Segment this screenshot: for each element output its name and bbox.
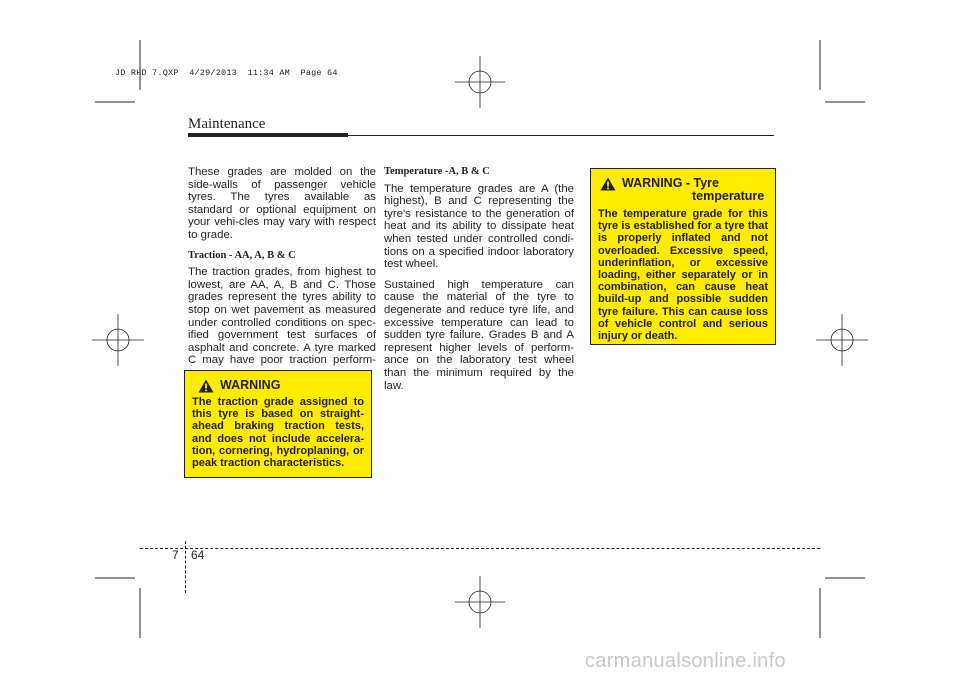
page-number: 64	[191, 548, 205, 562]
header-rule-thin	[348, 135, 774, 136]
temperature-warning-box	[590, 168, 776, 345]
footer-rule	[140, 548, 820, 549]
watermark: carmanualsonline.info	[585, 650, 786, 672]
traction-warning-header	[192, 379, 364, 393]
temperature-warning-title	[622, 177, 764, 203]
page-title: Maintenance	[188, 116, 266, 132]
temperature-paragraph: The temperature grades are A (the highest), B and C representing the tyre's resistance to the generation of heat and its ability to dissipate heat when tested under controlled condi-tions on a specified indoor laboratory test wheel.	[384, 182, 574, 271]
temperature-warning-title-line1: WARNING - Tyre	[622, 176, 719, 190]
sustained-temperature-paragraph: Sustained high temperature can cause the material of the tyre to degenerate and reduce tyre life, and excessive temperature can lead to sudden tyre failure. Grades B and A represent higher levels of perform-ance on the laboratory test wheel than the minimum required by the law.	[384, 278, 574, 392]
traction-heading: Traction - AA, A, B & C	[188, 249, 296, 261]
traction-warning-title: WARNING	[220, 378, 281, 392]
temperature-heading: Temperature -A, B & C	[384, 166, 490, 177]
chapter-number: 7	[172, 548, 179, 562]
traction-paragraph: The traction grades, from highest to lowest, are AA, A, B and C. Those grades represent the tyres ability to stop on wet pavement as measured under controlled conditions on spec-ified government test surfaces of asphalt and concrete. A tyre marked C may have poor traction perform-	[188, 266, 376, 367]
traction-warning-text: The traction grade assigned to this tyre is based on straight-ahead braking traction tests, and does not include accelera-tion, cornering, hydroplaning, or peak traction characteristics.	[192, 396, 364, 470]
traction-warning-box	[184, 370, 372, 478]
temperature-warning-text: The temperature grade for this tyre is established for a tyre that is properly inflated and not overloaded. Excessive speed, underinflation, or excessive loading, either separately or in combination, can cause heat build-up and possible sudden tyre failure. This can cause loss of vehicle control and serious injury or death.	[598, 208, 768, 343]
column-2	[384, 166, 574, 400]
intro-paragraph: These grades are molded on the side-walls of passenger vehicle tyres. The tyres available as standard or optional equipment on your vehi-cles may vary with respect to grade.	[188, 166, 376, 241]
column-1	[188, 166, 376, 388]
footer-separator	[185, 541, 186, 593]
warning-triangle-icon	[600, 177, 616, 191]
header-rule-thick	[188, 133, 348, 137]
temperature-warning-title-line2: temperature	[692, 189, 765, 203]
print-slug: JD RHD 7.QXP 4/29/2013 11:34 AM Page 64	[115, 68, 338, 78]
temperature-warning-header	[598, 177, 768, 203]
warning-triangle-icon	[198, 379, 214, 393]
